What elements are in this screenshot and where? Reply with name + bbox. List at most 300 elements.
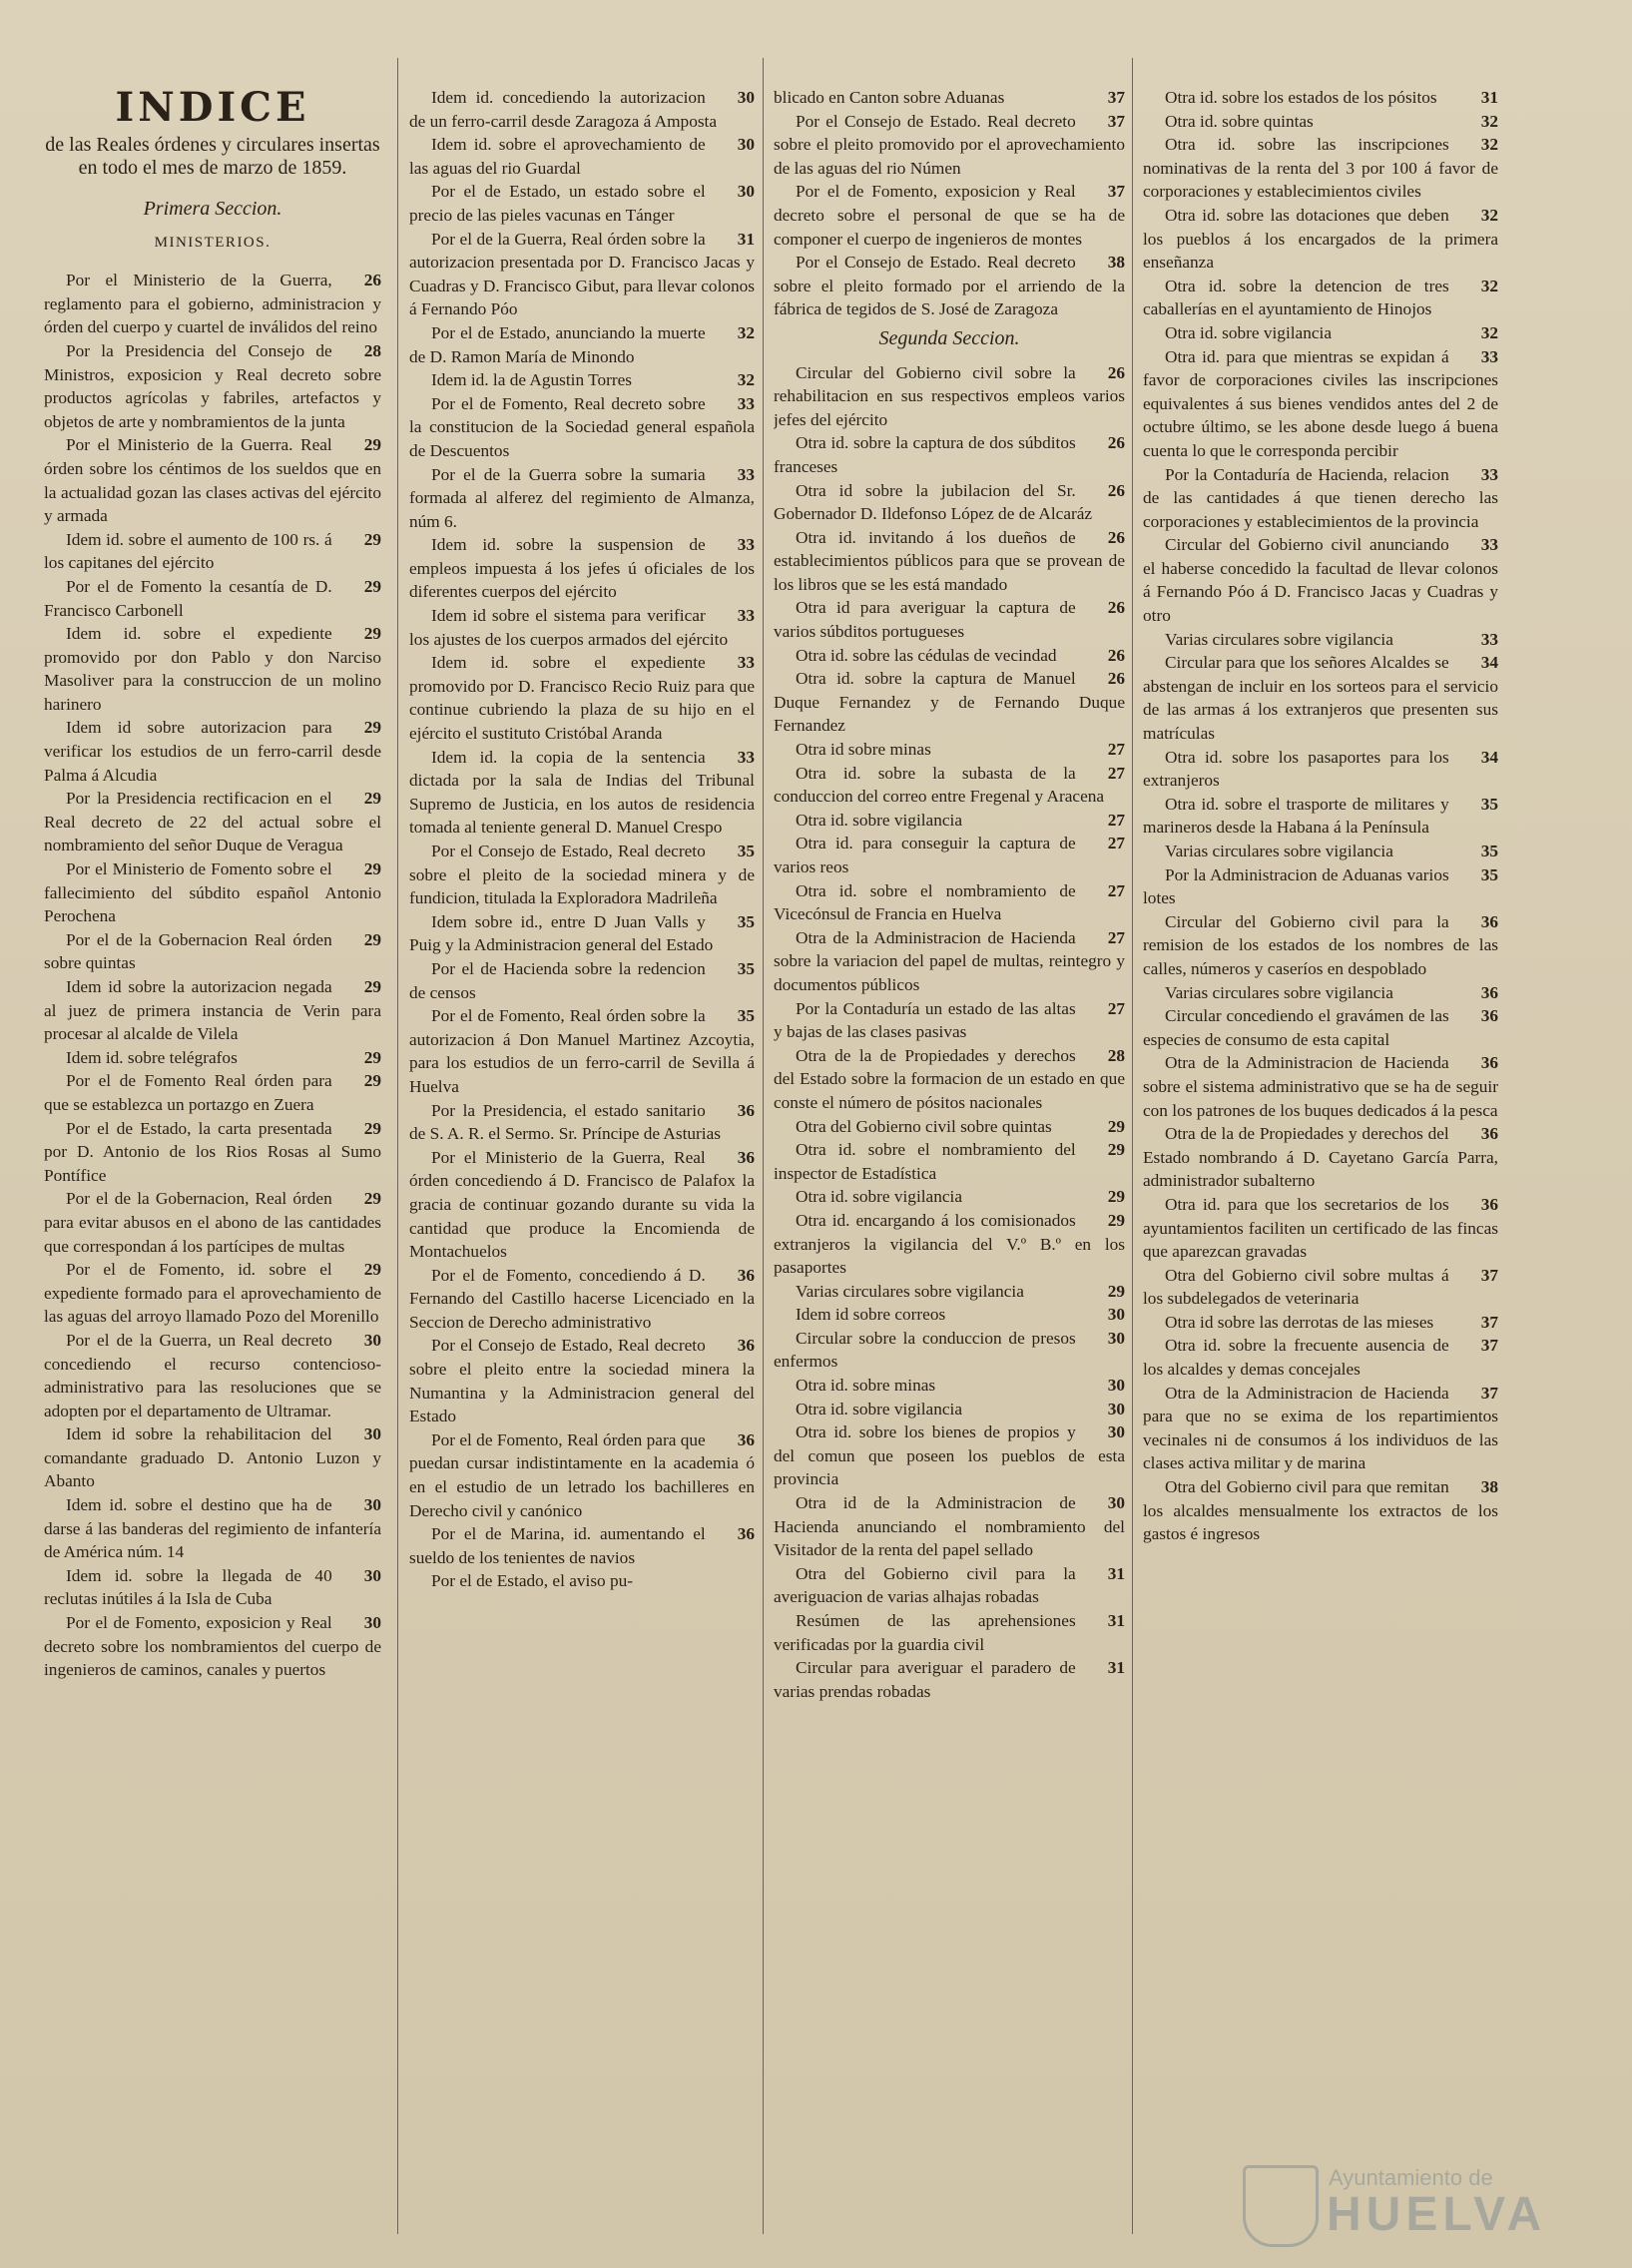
entry-text: Otra id sobre la jubilacion del Sr. Gobernador D. Ildefonso López de de Alcaráz [774,480,1093,524]
index-entry [774,251,1125,321]
index-entry [44,1069,381,1116]
entry-page-number: 35 [1480,864,1498,884]
entry-text: Otra id. sobre la subasta de la conduccion del correo entre Fregenal y Aracena [774,763,1105,807]
index-entry [774,361,1125,432]
entry-page-number: 28 [1107,1045,1125,1065]
entry-page-number: 30 [1107,1422,1125,1442]
index-entry [774,1327,1125,1374]
entry-text: Otra id. sobre las inscripciones nominativas de la renta del 3 por 100 á favor de corporaciones y establecimientos civiles [1143,135,1498,202]
entry-text: Otra id. sobre los bienes de propios y del comun que poseen los pueblos de esta provincia [774,1422,1125,1489]
entry-page-number: 31 [737,229,755,249]
entry-page-number: 36 [737,1265,755,1285]
entry-text: Circular del Gobierno civil anunciando el haberse concedido la facultad de llevar colonos á Fernando Póo á D. Francisco Jacas y Cuadras y otro [1143,535,1498,626]
index-entry [774,997,1125,1044]
watermark-top-text: Ayuntamiento de [1329,2165,1493,2190]
page-title: INDICE [115,86,310,131]
index-entry [1143,1382,1498,1475]
entry-page-number: 27 [1107,927,1125,947]
index-entry [774,738,1125,762]
entry-page-number: 32 [1480,276,1498,295]
entry-page-number: 33 [737,393,755,413]
entry-text: Por el de Estado, la carta presentada por D. Antonio de los Rios Rosas al Sumo Pontífice [44,1118,381,1185]
entry-text: Idem id. la copia de la sentencia dictada por la sala de Indias del Tribunal Supremo de Justicia, en los autos de residencia tomada al teniente general D. Manuel Crespo [409,747,755,838]
index-entry [44,1493,381,1564]
index-entry [409,1428,755,1522]
index-entry [774,1138,1125,1185]
index-entry [409,86,755,133]
index-entry [409,1522,755,1569]
entry-text: Por el Ministerio de la Guerra, Real órden concediendo á D. Francisco de Palafox la gracia de continuar gozando durante su vida la cantidad que produce la Encomienda de Montachuelos [409,1147,755,1262]
index-entry [1143,345,1498,463]
entry-page-number: 29 [363,1071,381,1091]
entry-page-number: 36 [737,1147,755,1167]
index-entry [774,667,1125,738]
index-entry [44,857,381,928]
index-entry [409,840,755,910]
entry-text: Otra id. sobre la frecuente ausencia de los alcaldes y demas concejales [1143,1336,1449,1380]
entry-text: Por el de la Gobernacion Real órden sobre quintas [44,929,332,973]
index-entry [774,1115,1125,1139]
entry-text: Idem id sobre correos [796,1305,946,1325]
index-entry [44,787,381,857]
index-entry [409,1334,755,1427]
entry-text: Otra del Gobierno civil sobre quintas [796,1116,1052,1136]
entry-page-number: 27 [1107,880,1125,900]
index-entry [774,879,1125,926]
entry-text: Otra de la de Propiedades y derechos del Estado sobre la formacion de un estado en que conste el número de pósitos nacionales [774,1045,1125,1112]
entry-list [1143,86,1498,1546]
entry-text: Varias circulares sobre vigilancia [1165,842,1393,860]
entry-page-number: 30 [363,1495,381,1515]
entry-text: Otra id. sobre minas [796,1376,936,1396]
entry-text: Otra del Gobierno civil para que remitan los alcaldes mensualmente los extractos de los gastos é ingresos [1143,1477,1498,1544]
entry-page-number: 29 [363,929,381,949]
index-entry [774,1280,1125,1304]
index-entry [44,1117,381,1188]
entry-page-number: 33 [1480,346,1498,366]
entry-text: Idem id. sobre el destino que ha de darse á las banderas del regimiento de infantería de América núm. 14 [44,1495,381,1562]
entry-text: Otra id. sobre los estados de los pósitos [1165,88,1437,107]
entry-text: Circular del Gobierno civil para la remision de los estados de los nombres de las calles, números y caseríos en despoblado [1143,911,1498,978]
index-entry [1143,981,1498,1005]
entry-page-number: 26 [1107,362,1125,382]
entry-page-number: 29 [363,859,381,879]
entry-text: Varias circulares sobre vigilancia [1165,629,1393,649]
index-entry [774,1398,1125,1421]
entry-text: Idem id. sobre el expediente promovido por D. Francisco Recio Ruiz para que continue cubriendo la plaza de su hijo en el ejército el sustituto Cristóbal Aranda [409,653,755,744]
entry-page-number: 31 [1480,88,1498,107]
section-heading-second: Segunda Seccion. [878,326,1020,349]
column-rule [763,58,764,2234]
entry-page-number: 32 [1480,322,1498,342]
entry-text: Otra id. para conseguir la captura de varios reos [774,834,1076,876]
index-entry [44,575,381,622]
entry-text: Idem id. sobre la llegada de 40 reclutas inútiles á la Isla de Cuba [44,1565,332,1609]
section-heading-first: Primera Seccion. [143,198,282,220]
entry-page-number: 30 [1107,1493,1125,1513]
entry-text: Por la Presidencia del Consejo de Ministros, exposicion y Real decreto sobre productos agrícolas y fabriles, artefactos y objetos de arte y nombramientos de la junta [44,340,381,431]
entry-page-number: 36 [1480,1194,1498,1214]
entry-page-number: 37 [1480,1265,1498,1285]
entry-text: Por la Contaduría de Hacienda, relacion de las cantidades á que tienen derecho las corporaciones y establecimientos de la provincia [1143,464,1498,531]
index-entry [1143,863,1498,910]
index-entry [409,180,755,227]
entry-page-number: 29 [363,1047,381,1067]
entry-page-number: 35 [737,958,755,978]
index-entry [409,651,755,745]
index-entry [409,392,755,463]
entry-page-number: 29 [1107,1281,1125,1301]
entry-page-number: 30 [1107,1305,1125,1325]
entry-page-number: 35 [737,1006,755,1026]
entry-text: Otra id. sobre las cédulas de vecindad [796,645,1057,665]
index-entry [1143,1264,1498,1311]
entry-text: Idem id. concediendo la autorizacion de un ferro-carril desde Zaragoza á Amposta [409,88,718,131]
entry-page-number: 30 [363,1613,381,1633]
entry-page-number: 36 [737,1524,755,1544]
entry-page-number: 33 [737,653,755,673]
entry-text: Por el de Fomento, Real órden sobre la autorizacion á Don Manuel Martinez Azcoytia, para los estudios de un ferro-carril de Sevilla á Huelva [409,1006,755,1096]
entry-page-number: 36 [737,1336,755,1356]
entry-text: Por el de la Gobernacion, Real órden para evitar abusos en el abono de las cantidades que correspondan á los partícipes de multas [44,1189,381,1256]
entry-text: Idem id. sobre el aumento de 100 rs. á los capitanes del ejército [44,529,332,573]
index-entry [409,1004,755,1098]
entry-text: Idem id sobre la autorizacion negada al juez de primera instancia de Verin para procesar al alcalde de Vilela [44,977,381,1044]
index-entry [1143,133,1498,204]
entry-page-number: 36 [1480,1124,1498,1144]
entry-text: Otra del Gobierno civil para la averiguacion de varias alhajas robadas [774,1563,1076,1607]
entry-text: Circular concediendo el gravámen de las especies de consumo de esta capital [1143,1006,1449,1049]
entry-text: Por el de Fomento, id. sobre el expediente formado para el aprovechamiento de las aguas del arroyo llamado Pozo del Morenillo [44,1260,381,1327]
index-entry [409,746,755,840]
index-entry [409,321,755,368]
entry-text: Otra id. sobre vigilancia [1165,322,1332,342]
index-entry [774,86,1125,110]
entry-page-number: 32 [737,322,755,342]
index-entry [1143,463,1498,534]
entry-text: Por el Ministerio de Fomento sobre el fallecimiento del súbdito español Antonio Perochena [44,859,381,926]
entry-text: Por el de Fomento, exposicion y Real decreto sobre los nombramientos del cuerpo de ingenieros de caminos, canales y puertos [44,1613,381,1680]
entry-page-number: 33 [1480,535,1498,555]
index-entry [1143,1193,1498,1264]
entry-page-number: 33 [737,747,755,767]
entry-page-number: 36 [1480,982,1498,1002]
index-entry [774,110,1125,181]
entry-page-number: 33 [1480,629,1498,649]
index-entry [774,644,1125,668]
entry-text: Circular para que los señores Alcaldes se abstengan de incluir en los sorteos para el servicio de las armas á los extranjeros que presenten sus matrículas [1143,653,1498,744]
index-entry [44,1611,381,1682]
index-entry [774,1044,1125,1115]
entry-page-number: 31 [1107,1563,1125,1583]
entry-page-number: 32 [737,370,755,390]
index-entry [44,433,381,527]
entry-page-number: 37 [1480,1336,1498,1356]
index-entry [44,928,381,975]
index-entry [1143,533,1498,627]
entry-page-number: 37 [1480,1312,1498,1332]
entry-text: Por el Consejo de Estado. Real decreto sobre el pleito promovido por el aprovechamiento de las aguas del rio Númen [774,111,1125,178]
index-entry [774,809,1125,833]
entry-page-number: 37 [1480,1383,1498,1403]
index-entry [44,1422,381,1493]
index-entry [44,622,381,716]
entry-text: Idem id. sobre el aprovechamiento de las aguas del rio Guardal [409,135,706,178]
index-entry [1143,840,1498,863]
index-column-4 [1143,86,1498,2252]
entry-page-number: 29 [1107,1187,1125,1207]
entry-page-number: 29 [1107,1116,1125,1136]
entry-text: Circular del Gobierno civil sobre la rehabilitacion en sus respectivos empleos varios jefes del ejército [774,362,1125,429]
index-entry [774,832,1125,878]
entry-page-number: 37 [1107,111,1125,131]
index-entry [1143,746,1498,793]
entry-text: Por el de Fomento la cesantía de D. Francisco Carbonell [44,576,332,620]
entry-page-number: 32 [1480,111,1498,131]
entry-text: Otra id. sobre la detencion de tres caballerías en el ayuntamiento de Hinojos [1143,276,1449,319]
index-entry [44,528,381,575]
entry-text: Por el Consejo de Estado. Real decreto sobre el pleito formado por el arriendo de la fábrica de tegidos de S. José de Zaragoza [774,253,1125,319]
entry-page-number: 26 [1107,669,1125,689]
entry-page-number: 37 [1107,88,1125,107]
entry-page-number: 29 [363,718,381,738]
index-column-3 [774,86,1125,2252]
entry-text: Otra id. sobre el trasporte de militares y marineros desde la Habana á la Península [1143,794,1449,838]
index-entry [44,1564,381,1611]
index-entry [44,269,381,339]
index-entry [774,1491,1125,1562]
index-entry [409,910,755,957]
entry-text: Otra id. para que mientras se expidan á favor de corporaciones civiles las inscripciones equivalentes á sus bienes vendidos antes del 2 de octubre último, se les abone desde luego á buena cuenta lo que le corresponda percibir [1143,346,1498,460]
entry-text: blicado en Canton sobre Aduanas [774,88,1005,107]
entry-page-number: 27 [1107,998,1125,1018]
entry-page-number: 33 [737,464,755,484]
entry-page-number: 29 [363,977,381,996]
entry-page-number: 33 [737,535,755,555]
entry-list [44,269,381,1682]
entry-page-number: 34 [1480,747,1498,767]
entry-page-number: 33 [737,606,755,626]
index-entry [409,957,755,1004]
entry-text: Otra id. sobre la captura de dos súbditos franceses [774,433,1076,476]
entry-text: Por la Administracion de Aduanas varios lotes [1143,864,1449,908]
entry-page-number: 26 [1107,645,1125,665]
entry-text: Idem id sobre la rehabilitacion del comandante graduado D. Antonio Luzon y Abanto [44,1424,381,1491]
entry-text: Otra id. sobre la captura de Manuel Duque Fernandez y de Fernando Duque Fernandez [774,669,1125,736]
index-entry [409,1569,755,1593]
entry-list [774,86,1125,1703]
entry-text: Otra del Gobierno civil sobre multas á los subdelegados de veterinaria [1143,1265,1449,1309]
index-entry [44,975,381,1046]
entry-page-number: 31 [1107,1658,1125,1678]
entry-page-number: 35 [737,911,755,931]
index-entry [1143,1334,1498,1381]
entry-text: Otra id. para que los secretarios de los ayuntamientos faciliten un certificado de las fincas que aparezcan gravadas [1143,1194,1498,1262]
entry-text: Otra de la de Propiedades y derechos del Estado nombrando á D. Cayetano García Parra, administrador subalterno [1143,1124,1498,1191]
entry-page-number: 38 [1107,253,1125,273]
index-entry [1143,1122,1498,1193]
entry-page-number: 30 [1107,1328,1125,1348]
index-entry [1143,275,1498,321]
index-entry [774,1562,1125,1609]
entry-page-number: 30 [1107,1399,1125,1418]
entry-page-number: 36 [737,1429,755,1449]
entry-text: Otra id para averiguar la captura de varios súbditos portugueses [774,598,1076,642]
shield-icon [1243,2165,1319,2247]
index-entry [774,1374,1125,1398]
entry-page-number: 33 [1480,464,1498,484]
index-entry [1143,1051,1498,1122]
entry-page-number: 27 [1107,834,1125,853]
entry-text: Idem id. la de Agustin Torres [431,370,633,390]
index-entry [1143,793,1498,840]
index-entry [1143,204,1498,275]
entry-text: Circular sobre la conduccion de presos enfermos [774,1328,1076,1372]
index-entry [409,1146,755,1264]
entry-page-number: 26 [1107,480,1125,500]
index-entry [1143,1311,1498,1335]
entry-text: Otra id. sobre vigilancia [796,1187,962,1207]
entry-list [409,86,755,1593]
index-entry [44,1258,381,1329]
entry-page-number: 35 [1480,794,1498,814]
entry-page-number: 28 [363,340,381,360]
entry-text: Por el de la Guerra, Real órden sobre la autorizacion presentada por D. Francisco Jacas y Cuadras y D. Francisco Gibut, para llevar colonos á Fernando Póo [409,229,755,319]
entry-page-number: 37 [1107,182,1125,202]
entry-page-number: 29 [363,1189,381,1209]
index-entry [774,1609,1125,1656]
entry-text: Otra id. sobre vigilancia [796,810,962,830]
entry-text: Por la Presidencia rectificacion en el Real decreto de 22 del actual sobre el nombramiento del señor Duque de Veragua [44,789,381,855]
entry-page-number: 34 [1480,653,1498,673]
entry-text: Por el de Estado, anunciando la muerte de D. Ramon María de Minondo [409,322,706,366]
entry-text: Otra de la Administracion de Hacienda para que no se exima de los repartimientos vecinales ni de consumos á los individuos de las clases activa militar y de marina [1143,1383,1498,1473]
index-entry [409,604,755,651]
entry-page-number: 32 [1480,205,1498,225]
entry-page-number: 29 [363,624,381,644]
entry-page-number: 29 [363,1118,381,1138]
entry-text: Por el de la Guerra, un Real decreto concediendo el recurso contencioso-administrativo para las resoluciones que se adopten por el departamento de Ultramar. [44,1330,381,1420]
index-entry [44,339,381,433]
entry-text: Resúmen de las aprehensiones verificadas por la guardia civil [774,1611,1076,1654]
entry-page-number: 26 [1107,433,1125,453]
index-entry [774,1303,1125,1327]
entry-text: Otra id. encargando á los comisionados extranjeros la vigilancia del V.º B.º en los pasaportes [774,1210,1125,1278]
entry-text: Varias circulares sobre vigilancia [1165,982,1393,1002]
column-rule [397,58,398,2234]
entry-text: Por el Ministerio de la Guerra, reglamento para el gobierno, administracion y órden del cuerpo y cuartel de inválidos del reino [44,271,381,337]
entry-page-number: 36 [1480,911,1498,931]
entry-text: Otra id sobre minas [796,740,931,760]
index-entry [409,1264,755,1335]
index-entry [774,762,1125,809]
entry-text: Por el de Fomento, Real decreto sobre la constitucion de la Sociedad general española de Descuentos [409,393,755,460]
index-entry [1143,628,1498,652]
index-column-2 [409,86,755,2252]
index-entry [409,133,755,180]
entry-text: Por el Consejo de Estado, Real decreto sobre el pleito de la sociedad minera y de fundicion, titulada la Exploradora Madrileña [409,842,755,908]
entry-text: Otra de la Administracion de Hacienda sobre el sistema administrativo que se ha de seguir con los patrones de los buques dedicados á la pesca [1143,1053,1498,1120]
entry-page-number: 30 [1107,1376,1125,1396]
entry-text: Otra id. sobre el nombramiento del inspector de Estadística [774,1140,1076,1183]
huelva-watermark-logo [1243,2161,1572,2247]
index-entry [1143,110,1498,134]
entry-text: Por el de Fomento, concediendo á D. Fernando del Castillo hacerse Licenciado en la Seccion de Derecho administrativo [409,1265,755,1332]
entry-text: Otra id de la Administracion de Hacienda anunciando el nombramiento del Visitador de la renta del papel sellado [774,1493,1125,1560]
entry-page-number: 30 [363,1565,381,1585]
index-entry [44,1329,381,1422]
index-entry [44,716,381,787]
entry-page-number: 36 [1480,1053,1498,1073]
entry-page-number: 32 [1480,135,1498,155]
entry-page-number: 29 [363,1260,381,1280]
entry-page-number: 26 [1107,527,1125,547]
index-entry [774,1420,1125,1491]
entry-text: Por el de Estado, un estado sobre el precio de las pieles vacunas en Tánger [409,182,706,225]
entry-text: Por el de Fomento, Real órden para que puedan cursar indistintamente en la academia ó en el estudio de un letrado los bachilleres en Derecho civil y canónico [409,1429,755,1520]
entry-text: Idem id. sobre el expediente promovido por don Pablo y don Narciso Masoliver para la construccion de un molino harinero [44,624,381,714]
entry-text: Idem id sobre el sistema para verificar los ajustes de los cuerpos armados del ejército [409,606,729,649]
entry-text: Otra id sobre las derrotas de las mieses [1165,1312,1434,1332]
entry-page-number: 36 [1480,1006,1498,1026]
entry-page-number: 29 [1107,1140,1125,1160]
index-entry [409,368,755,392]
entry-text: Por la Presidencia, el estado sanitario de S. A. R. el Sermo. Sr. Príncipe de Asturias [409,1100,722,1144]
entry-text: Otra id. invitando á los dueños de establecimientos públicos para que se provean de los libros que se les está mandado [774,527,1125,594]
entry-text: Por el Consejo de Estado, Real decreto sobre el pleito entre la sociedad minera la Numantina y la Administracion general del Estado [409,1336,755,1426]
entry-page-number: 27 [1107,740,1125,760]
index-entry [1143,651,1498,745]
entry-text: Por el de Marina, id. aumentando el sueldo de los tenientes de navios [409,1524,706,1567]
index-entry [409,463,755,534]
column-rule [1132,58,1133,2234]
entry-text: Idem sobre id., entre D Juan Valls y Puig y la Administracion general del Estado [409,911,714,955]
index-entry [409,228,755,321]
index-entry [774,479,1125,526]
index-entry [1143,86,1498,110]
index-entry [1143,1475,1498,1546]
index-entry [1143,1004,1498,1051]
entry-page-number: 30 [737,135,755,155]
entry-page-number: 31 [1107,1611,1125,1630]
section-subheading-ministries: MINISTERIOS. [154,234,272,251]
entry-page-number: 27 [1107,763,1125,783]
entry-page-number: 29 [363,576,381,596]
entry-text: Por el de Hacienda sobre la redencion de censos [409,958,706,1002]
entry-text: Otra id. sobre vigilancia [796,1399,962,1418]
index-entry [1143,321,1498,345]
entry-page-number: 29 [363,435,381,455]
entry-text: Por el de Estado, el aviso pu- [431,1571,634,1591]
index-entry [409,1099,755,1146]
entry-text: Por la Contaduría un estado de las altas y bajas de las clases pasivas [774,998,1076,1042]
entry-page-number: 29 [363,789,381,809]
entry-text: Otra id. sobre las dotaciones que deben los pueblos á los encargados de la primera enseñanza [1143,205,1498,273]
entry-page-number: 35 [1480,842,1498,860]
entry-text: Idem id. sobre la suspension de empleos impuesta á los jefes ú oficiales de los diferentes cuerpos del ejército [409,535,755,602]
index-entry [774,431,1125,478]
index-entry [774,926,1125,997]
entry-page-number: 38 [1480,1477,1498,1497]
index-entry [774,180,1125,251]
index-entry [774,596,1125,643]
index-entry [774,1185,1125,1209]
entry-text: Idem id sobre autorizacion para verificar los estudios de un ferro-carril desde Palma á Alcudia [44,718,381,785]
entry-page-number: 30 [363,1424,381,1444]
entry-page-number: 29 [1107,1210,1125,1230]
entry-page-number: 26 [363,271,381,290]
entry-text: Por el de Fomento, exposicion y Real decreto sobre el personal de que se ha de componer el cuerpo de ingenieros de montes [774,182,1125,249]
